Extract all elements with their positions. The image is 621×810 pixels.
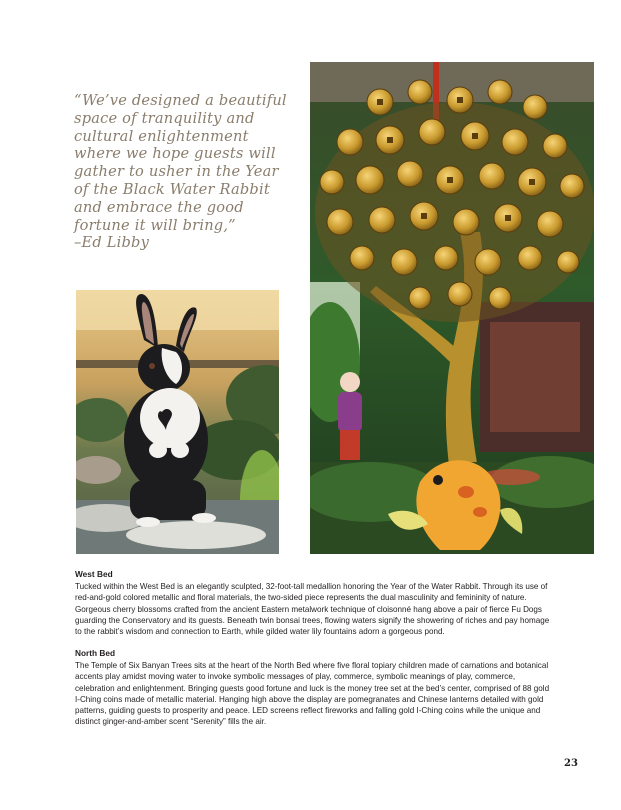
north-bed-heading: North Bed: [75, 648, 116, 658]
money-tree-image: [310, 62, 594, 554]
rabbit-sculpture-image: [76, 290, 279, 554]
west-bed-body: Tucked within the West Bed is an elegantly sculpted, 32-foot-tall medallion honoring the Year of the Water Rabbit. Through its use of red-and-gold colored metallic and floral materials, the two-sided piece represents the dual masculinity and femininity of nature. Gorgeous cherry blossoms crafted from the ancient Eastern metalwork technique of cloisonné hang above a pair of fierce Fu Dogs guarding the Conservatory and its guests. Beneath twin bonsai trees, flowing waters signify the showering of riches and pay homage to the rabbit’s wisdom and connection to Earth, while gilded water lily fountains adorn a gorgeous pond.: [75, 582, 550, 637]
west-bed-section: [75, 569, 553, 637]
rabbit-sculpture-photo: [76, 290, 279, 554]
west-bed-heading: West Bed: [75, 569, 113, 579]
north-bed-body: The Temple of Six Banyan Trees sits at the heart of the North Bed where five floral topiary children made of carnations and botanical accents play amidst moving water to invoke symbolic messages of play, commerce, symbolic meanings of play, commerce, celebration and enlightenment. Bringing guests good fortune and luck is the money tree set at the bed’s center, comprised of 88 gold I-Ching coins made of metallic material. Hanging high above the display are pomegranates and Chinese lanterns detailed with gold patterns, guiding guests to prosperity and peace. LED screens reflect fireworks and falling gold I-Ching coins while the unique and distinct ginger-and-amber scent “Serenity” fills the air.: [75, 661, 550, 727]
pull-quote: “We’ve designed a beautiful space of tranquility and cultural enlightenment where we hope guests will gather to usher in the Year of the Black Water Rabbit and embrace the good fortune it will bring,” –Ed Libby: [74, 92, 287, 252]
north-bed-section: [75, 648, 553, 728]
page-number: 23: [564, 758, 578, 769]
money-tree-photo: [310, 62, 594, 554]
